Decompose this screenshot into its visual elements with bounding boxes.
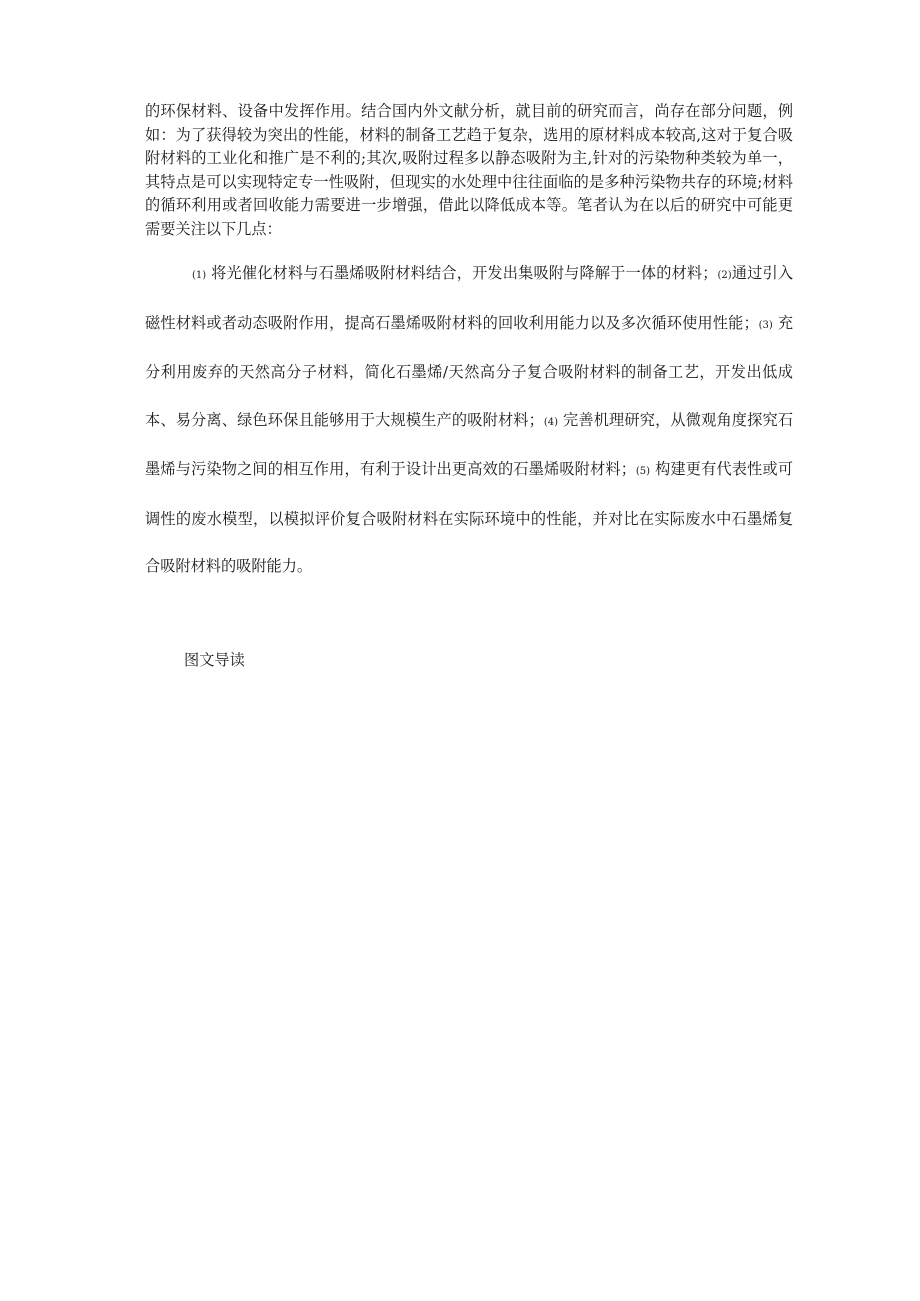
item-2-number: (2) [717, 270, 732, 281]
item-4-number: (4) [543, 416, 558, 428]
item-2-text: 通过引入磁性材料或者动态吸附作用，提高石墨烯吸附材料的回收利用能力以及多次循环使用性能； [145, 264, 794, 332]
item-1-number: (1) [192, 270, 207, 281]
item-1-text: 将光催化材料与石墨烯吸附材料结合，开发出集吸附与降解于一体的材料； [211, 264, 718, 282]
item-3-text: 充分利用废弃的天然高分子材料，简化石墨烯/天然高分子复合吸附材料的制备工艺，开发出低成本、易分离、绿色环保且能够用于大规模生产的吸附材料； [145, 313, 794, 429]
item-3-number: (3) [758, 319, 773, 331]
item-5-text: 构建更有代表性或可调性的废水模型，以模拟评价复合吸附材料在实际环境中的性能，并对比在实际废水中石墨烯复合吸附材料的吸附能力。 [145, 460, 794, 575]
item-5-number: (5) [635, 466, 651, 477]
section-heading: 图文导读 [184, 651, 245, 669]
item-4-text: 完善机理研究，从微观角度探究石墨烯与污染物之间的相互作用，有利于设计出更高效的石墨烯吸附材料； [145, 410, 794, 478]
body-paragraph-1: 的环保材料、设备中发挥作用。结合国内外文献分析，就目前的研究而言，尚存在部分问题，例如：为了获得较为突出的性能，材料的制备工艺趋于复杂，选用的原材料成本较高,这对于复合吸附材料的工业化和推广是不利的;其次,吸附过程多以静态吸附为主,针对的污染物种类较为单一，其特点是可以实现特定专一性吸附，但现实的水处理中往往面临的是多种污染物共存的环境;材料的循环利用或者回收能力需要进一步增强，借此以降低成本等。笔者认为在以后的研究中可能更需要关注以下几点： [145, 102, 793, 238]
body-paragraph-2 [145, 250, 793, 591]
